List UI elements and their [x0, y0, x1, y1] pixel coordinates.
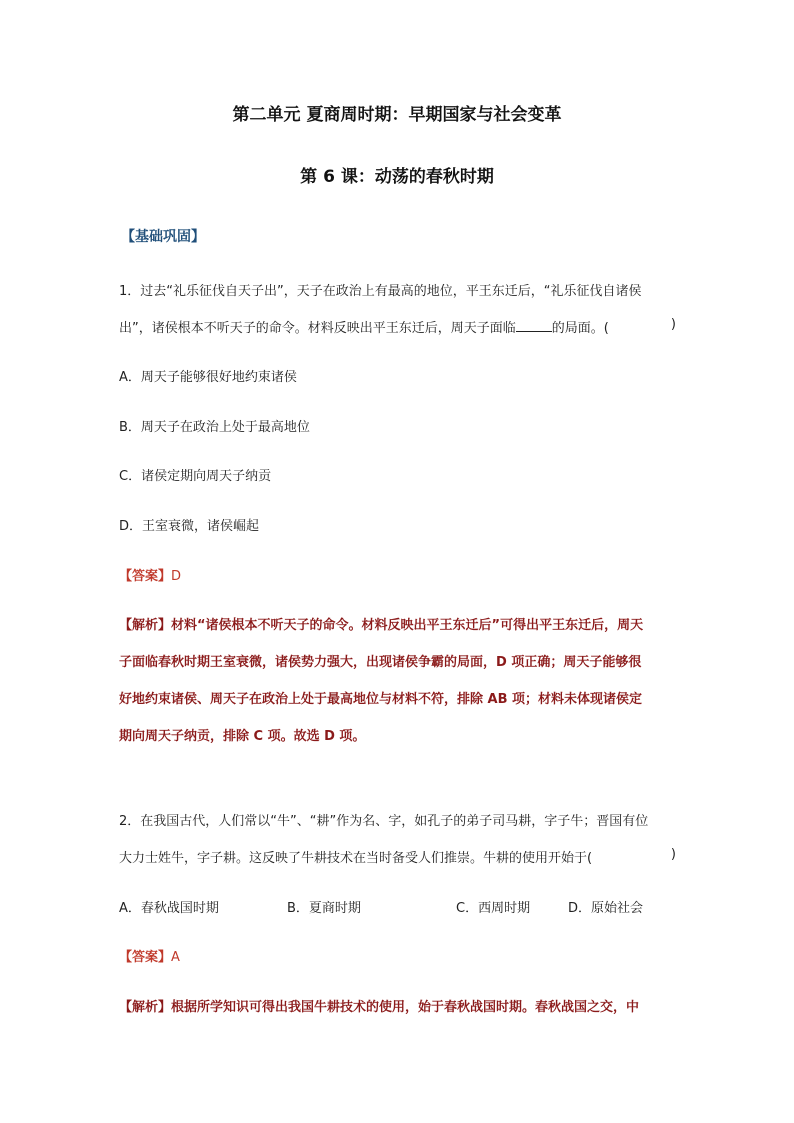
q2-analysis-text-1: 根据所学知识可得出我国牛耕技术的使用，始于春秋战国时期。春秋战国之交，中 — [171, 1000, 640, 1015]
q1-option-d: D．王室衰微，诸侯崛起 — [119, 519, 260, 534]
q2-option-c: C．西周时期 — [456, 901, 531, 916]
q1-analysis-line1 — [119, 614, 643, 633]
q2-answer-label: 【答案】 — [119, 950, 172, 965]
q2-answer — [119, 946, 180, 965]
q1-paren-close: ) — [670, 317, 676, 332]
q1-stem-line2 — [119, 317, 676, 336]
q1-analysis-text-1: 材料“诸侯根本不听天子的命令。材料反映出平王东迁后”可得出平王东迁后，周天 — [171, 618, 644, 633]
q1-option-a: A．周天子能够很好地约束诸侯 — [119, 370, 297, 385]
q1-blank — [516, 319, 552, 332]
q1-answer-value: D — [171, 569, 182, 584]
q1-option-c: C．诸侯定期向周天子纳贡 — [119, 469, 272, 484]
q1-stem-line2-text: 出”，诸侯根本不听天子的命令。材料反映出平王东迁后，周天子面临 — [119, 321, 516, 336]
q1-answer-label: 【答案】 — [119, 569, 172, 584]
q1-analysis-line4: 期向周天子纳贡，排除 C 项。故选 D 项。 — [119, 729, 366, 744]
q2-answer-value: A — [171, 950, 180, 965]
q2-stem-line2 — [119, 847, 676, 866]
q1-stem-line2-paren-open: 的局面。( — [551, 321, 609, 336]
unit-title: 第二单元 夏商周时期：早期国家与社会变革 — [232, 105, 562, 125]
q1-option-b: B．周天子在政治上处于最高地位 — [119, 420, 310, 435]
q2-option-a: A．春秋战国时期 — [119, 901, 219, 916]
lesson-title: 第 6 课：动荡的春秋时期 — [300, 167, 494, 187]
q2-option-b: B．夏商时期 — [287, 901, 361, 916]
q2-option-d: D．原始社会 — [568, 901, 644, 916]
q2-stem-line1: 2．在我国古代，人们常以“牛”、“耕”作为名、字，如孔子的弟子司马耕，字子牛；晋国有位 — [119, 814, 649, 829]
q1-stem-line1: 1．过去“礼乐征伐自天子出”，天子在政治上有最高的地位，平王东迁后，“礼乐征伐自诸侯 — [119, 284, 642, 299]
q1-analysis-line3: 好地约束诸侯、周天子在政治上处于最高地位与材料不符，排除 AB 项；材料未体现诸侯定 — [119, 692, 643, 707]
q2-analysis-line1 — [119, 996, 639, 1015]
q1-analysis-label: 【解析】 — [119, 618, 172, 633]
q2-analysis-label: 【解析】 — [119, 1000, 172, 1015]
q2-paren-close: ) — [670, 847, 676, 862]
q2-stem-line2-text: 大力士姓牛，字子耕。这反映了牛耕技术在当时备受人们推崇。牛耕的使用开始于( — [119, 851, 593, 866]
q1-answer — [119, 565, 181, 584]
q1-analysis-line2: 子面临春秋时期王室衰微，诸侯势力强大，出现诸侯争霸的局面，D 项正确；周天子能够很 — [119, 655, 642, 670]
section-label: 【基础巩固】 — [121, 229, 205, 245]
